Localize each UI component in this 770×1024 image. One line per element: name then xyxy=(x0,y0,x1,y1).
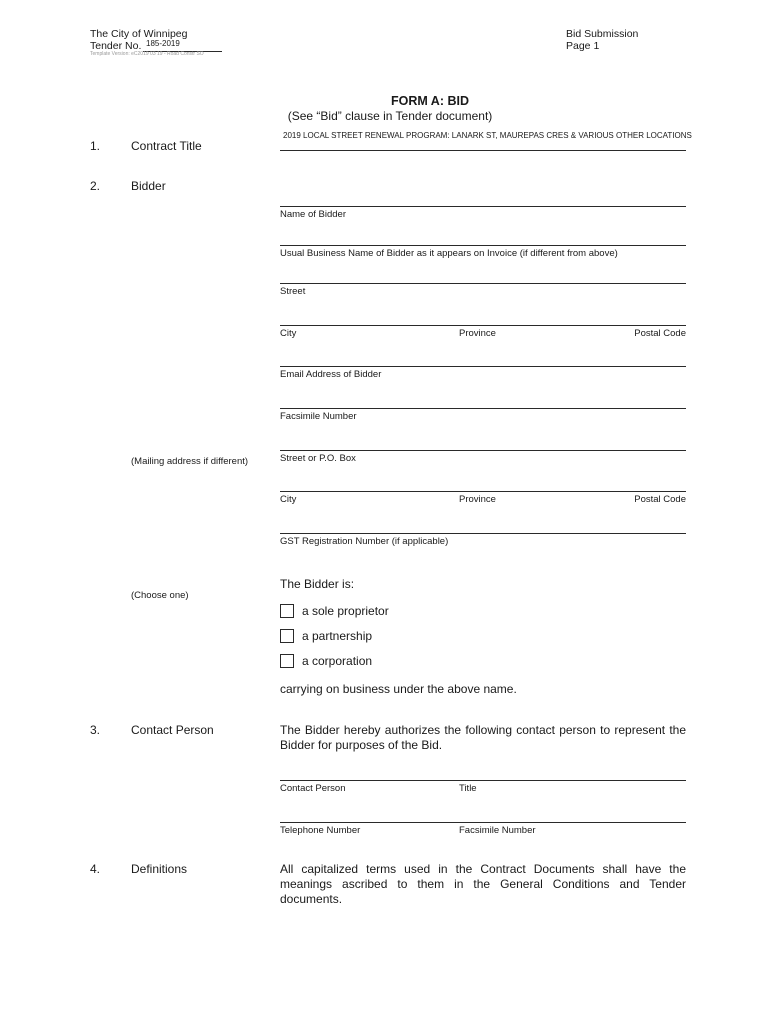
section-4-title: Definitions xyxy=(131,862,188,876)
po-box-field[interactable] xyxy=(280,450,686,451)
contract-title-value: 2019 LOCAL STREET RENEWAL PROGRAM: LANARK ST, MAUREPAS CRES & VARIOUS OTHER LOCATIONS xyxy=(283,131,692,140)
telephone-label: Telephone Number xyxy=(280,825,361,836)
choose-one-note: (Choose one) xyxy=(131,590,189,601)
carrying-on-business-text: carrying on business under the above name. xyxy=(280,682,517,696)
section-1-title: Contract Title xyxy=(131,139,202,153)
mailing-province-label: Province xyxy=(459,494,496,505)
bidder-name-field[interactable] xyxy=(280,206,686,207)
business-name-label: Usual Business Name of Bidder as it appears on Invoice (if different from above) xyxy=(280,248,618,259)
contact-phone-fax-field[interactable] xyxy=(280,822,686,823)
tender-number: 185-2019 xyxy=(146,39,180,48)
partnership-checkbox[interactable] xyxy=(280,629,294,643)
contact-person-label: Contact Person xyxy=(280,783,346,794)
gst-label: GST Registration Number (if applicable) xyxy=(280,536,449,547)
section-1-number: 1. xyxy=(90,139,101,153)
section-2-title: Bidder xyxy=(131,179,166,193)
page-number: Page 1 xyxy=(566,40,600,52)
fax-field[interactable] xyxy=(280,408,686,409)
sole-proprietor-label: a sole proprietor xyxy=(302,604,389,618)
mailing-address-note: (Mailing address if different) xyxy=(131,456,249,467)
tender-label: Tender No. xyxy=(90,40,142,52)
business-name-field[interactable] xyxy=(280,245,686,246)
sole-proprietor-checkbox[interactable] xyxy=(280,604,294,618)
corporation-label: a corporation xyxy=(302,654,373,668)
city-label: City xyxy=(280,328,297,339)
po-box-label: Street or P.O. Box xyxy=(280,453,356,464)
email-label: Email Address of Bidder xyxy=(280,369,382,380)
street-field[interactable] xyxy=(280,283,686,284)
mailing-postal-code-label: Postal Code xyxy=(634,494,686,505)
contact-person-field[interactable] xyxy=(280,780,686,781)
gst-field[interactable] xyxy=(280,533,686,534)
contact-title-label: Title xyxy=(459,783,477,794)
partnership-label: a partnership xyxy=(302,629,373,643)
email-field[interactable] xyxy=(280,366,686,367)
corporation-checkbox[interactable] xyxy=(280,654,294,668)
province-label: Province xyxy=(459,328,496,339)
contact-fax-label: Facsimile Number xyxy=(459,825,536,836)
section-3-title: Contact Person xyxy=(131,723,214,737)
bid-submission-label: Bid Submission xyxy=(566,28,639,40)
mailing-city-province-postal-field[interactable] xyxy=(280,491,686,492)
mailing-city-label: City xyxy=(280,494,297,505)
bidder-name-label: Name of Bidder xyxy=(280,209,347,220)
definitions-text: All capitalized terms used in the Contract Documents shall have the meanings ascribed to them in the General Conditions and Tender documents. xyxy=(280,862,686,906)
street-label: Street xyxy=(280,286,306,297)
postal-code-label: Postal Code xyxy=(634,328,686,339)
contact-authorization-text: The Bidder hereby authorizes the following contact person to represent the Bidder for purposes of the Bid. xyxy=(280,723,686,752)
form-title: FORM A: BID xyxy=(391,94,469,108)
bidder-is-label: The Bidder is: xyxy=(280,577,355,591)
section-3-number: 3. xyxy=(90,723,101,737)
city-province-postal-field[interactable] xyxy=(280,325,686,326)
contract-title-line xyxy=(280,150,686,151)
section-2-number: 2. xyxy=(90,179,101,193)
template-note: Template Version: eC2019 03 19 - Road Constr SO xyxy=(90,51,204,57)
form-subtitle: (See “Bid” clause in Tender document) xyxy=(287,109,493,123)
city-name: The City of Winnipeg xyxy=(90,28,188,40)
fax-label: Facsimile Number xyxy=(280,411,357,422)
section-4-number: 4. xyxy=(90,862,101,876)
